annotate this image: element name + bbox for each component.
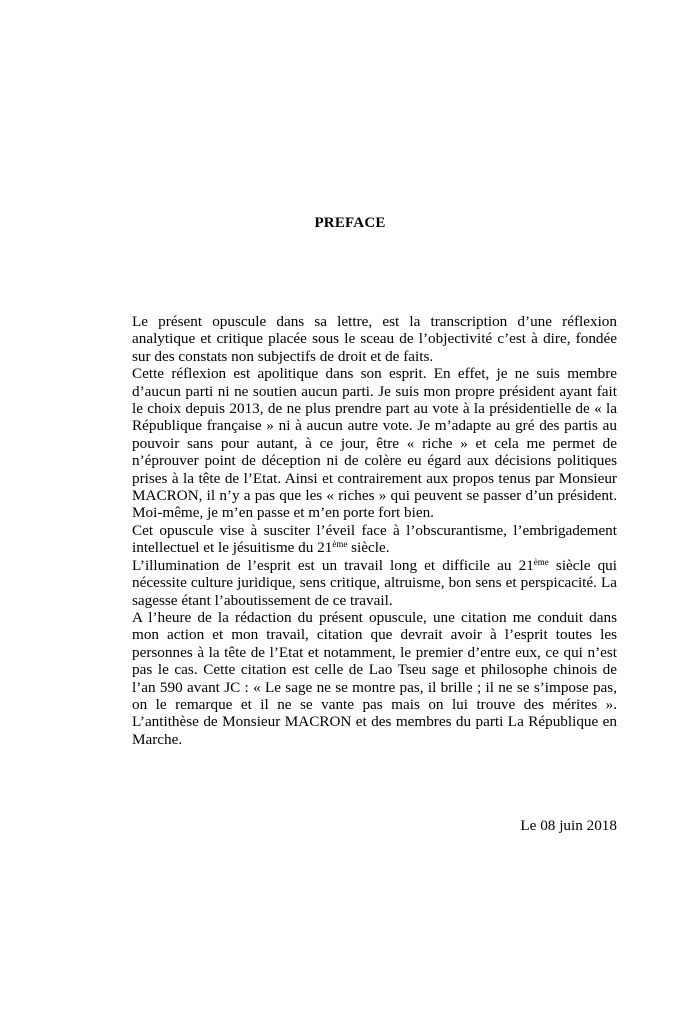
preface-body	[132, 313, 617, 748]
paragraph-intro: Le présent opuscule dans sa lettre, est la transcription d’une réflexion analytique et critique placée sous le sceau de l’objectivité c’est à dire, fondée sur des constats non subjectifs de droit et de faits.	[132, 313, 617, 365]
paragraph-citation: A l’heure de la rédaction du présent opuscule, une citation me conduit dans mon action et mon travail, citation que devrait avoir à l’esprit toutes les personnes à la tête de l’Etat et notamment, le premier d’entre eux, ce qui n’est pas le cas. Cette citation est celle de Lao Tseu sage et philosophe chinois de l’an 590 avant JC : « Le sage ne se montre pas, il brille ; il ne se s’impose pas, on le remarque et il ne se vante pas mais on lui trouve des mérites ». L’antithèse de Monsieur MACRON et des membres du parti La République en Marche.	[132, 608, 617, 748]
superscript-ordinal: ème	[533, 556, 549, 567]
paragraph-apolitical: Cette réflexion est apolitique dans son esprit. En effet, je ne suis membre d’aucun parti ni ne soutien aucun parti. Je suis mon propre président ayant fait le choix depuis 2013, de ne plus prendre part au vote à la présidentielle de « la République française » ni à aucun autre vote. Je m’adapte au gré des partis au pouvoir sans pour autant, à ce jour, être « riche » et cela me permet de n’éprouver point de déception ni de colère eu égard aux décisions politiques prises à la tête de l’Etat. Ainsi et contrairement aux propos tenus par Monsieur MACRON, il n’y a pas que les « riches » qui peuvent se passer d’un président. Moi-même, je m’en passe et m’en porte fort bien.	[132, 365, 617, 522]
paragraph-illumination-end: siècle qui nécessite culture juridique, sens critique, altruisme, bon sens et perspicacité. La sagesse étant l’aboutissement de ce travail.	[132, 556, 618, 609]
paragraph-purpose	[132, 522, 617, 557]
paragraph-illumination	[132, 557, 617, 609]
paragraph-purpose-end: siècle.	[347, 539, 390, 557]
paragraph-illumination-text: L’illumination de l’esprit est un travail long et difficile au 21	[132, 556, 534, 574]
paragraph-purpose-text: Cet opuscule vise à susciter l’éveil face à l’obscurantisme, l’embrigadement intellectuel et le jésuitisme du 21	[132, 521, 617, 557]
signature-date: Le 08 juin 2018	[520, 817, 617, 834]
page-title: PREFACE	[314, 215, 386, 231]
superscript-ordinal: ème	[332, 539, 348, 550]
